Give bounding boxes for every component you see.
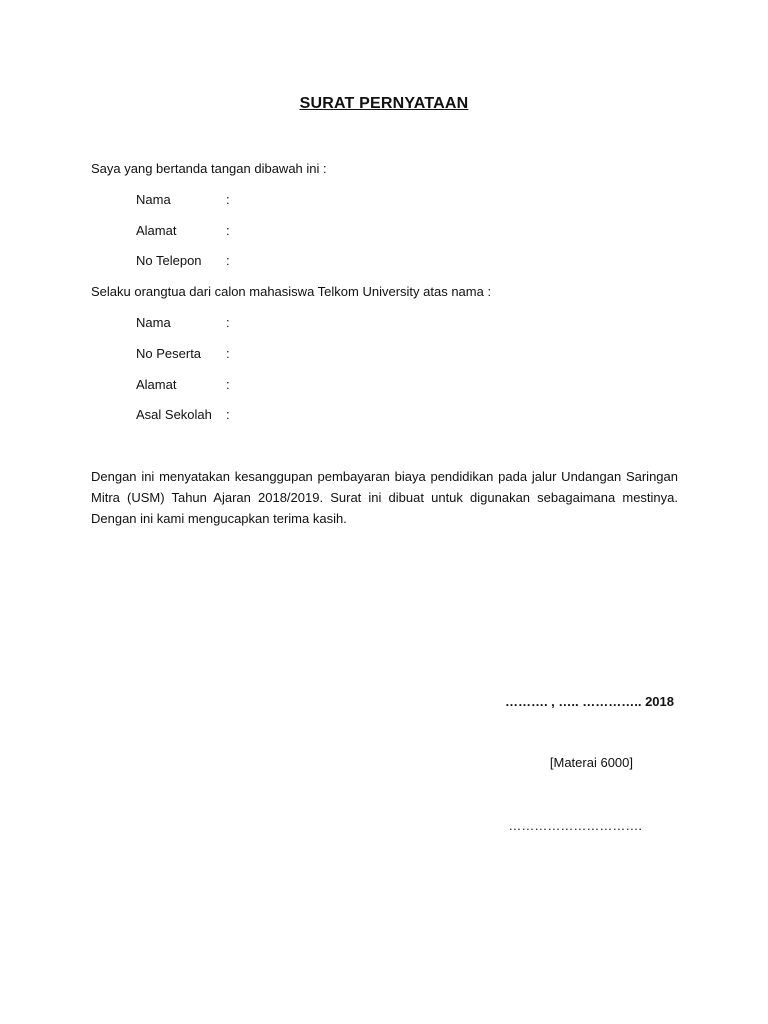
statement-paragraph: Dengan ini menyatakan kesanggupan pembayaran biaya pendidikan pada jalur Undangan Saringan Mitra (USM) Tahun Ajaran 2018/2019. Surat ini dibuat untuk digunakan sebagaimana mestinya. Dengan ini kami mengucapkan terima kasih. [91,469,678,526]
student-number-label: No Peserta [136,346,202,361]
parent-address-label: Alamat [136,223,177,238]
signature-line: …………………………. [508,818,642,833]
parent-name-label: Nama [136,192,171,207]
date-place-line: ………. , ….. ………….. 2018 [504,694,674,709]
parent-phone-colon: : [226,253,230,268]
student-school-label: Asal Sekolah [136,407,212,422]
parent-address-colon: : [226,223,230,238]
stamp-placeholder: [Materai 6000] [549,755,633,770]
student-name-colon: : [226,315,230,330]
student-address-label: Alamat [136,377,177,392]
student-name-label: Nama [136,315,171,330]
student-number-colon: : [226,346,230,361]
parent-phone-label: No Telepon [136,253,202,268]
parent-name-colon: : [226,192,230,207]
document-title: SURAT PERNYATAAN [299,95,469,112]
student-intro-text: Selaku orangtua dari calon mahasiswa Telkom University atas nama : [91,284,492,299]
student-school-colon: : [226,407,230,422]
student-address-colon: : [226,377,230,392]
parent-intro-text: Saya yang bertanda tangan dibawah ini : [91,161,327,176]
